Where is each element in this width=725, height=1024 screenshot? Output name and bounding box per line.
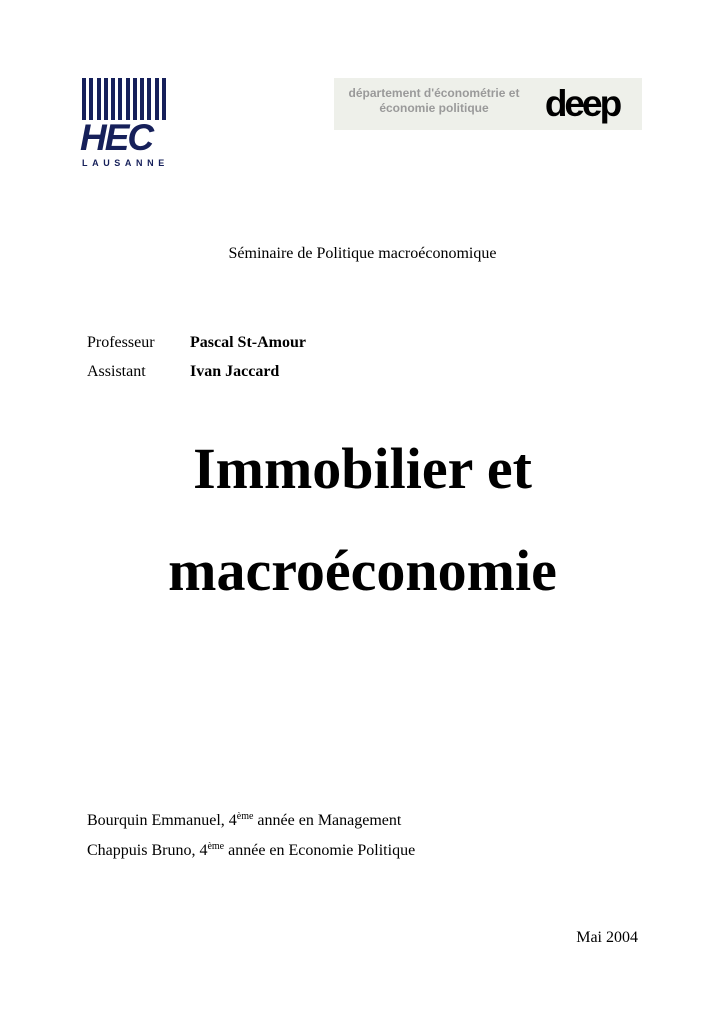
deep-department-logo bbox=[334, 78, 642, 130]
department-name-line2: économie politique bbox=[379, 101, 489, 115]
hec-lausanne-logo bbox=[80, 78, 169, 170]
professor-name: Pascal St-Amour bbox=[190, 334, 306, 351]
hec-logo-subtext: LAUSANNE bbox=[82, 158, 169, 168]
department-name bbox=[344, 86, 524, 116]
author-2 bbox=[87, 841, 415, 861]
author-1-program: année en Management bbox=[253, 812, 402, 829]
author-1-name: Bourquin Emmanuel, 4 bbox=[87, 812, 237, 829]
document-title-line2: macroéconomie bbox=[168, 538, 557, 603]
assistant-label: Assistant bbox=[87, 363, 146, 380]
deep-logo-mark: deep bbox=[544, 83, 620, 124]
professor-label: Professeur bbox=[87, 334, 155, 351]
document-date: Mai 2004 bbox=[576, 929, 638, 946]
author-2-program: année en Economie Politique bbox=[224, 842, 416, 859]
author-2-name: Chappuis Bruno, 4 bbox=[87, 842, 208, 859]
author-1 bbox=[87, 811, 401, 831]
document-title-line1: Immobilier et bbox=[193, 436, 532, 501]
hec-logo-text: HEC bbox=[80, 117, 153, 158]
assistant-name: Ivan Jaccard bbox=[190, 363, 280, 380]
hec-logo-bars bbox=[82, 78, 166, 120]
author-1-superscript: ème bbox=[236, 811, 254, 822]
seminar-title: Séminaire de Politique macroéconomique bbox=[228, 245, 497, 262]
department-name-line1: département d'économétrie et bbox=[348, 86, 520, 100]
author-2-superscript: ème bbox=[207, 841, 225, 852]
